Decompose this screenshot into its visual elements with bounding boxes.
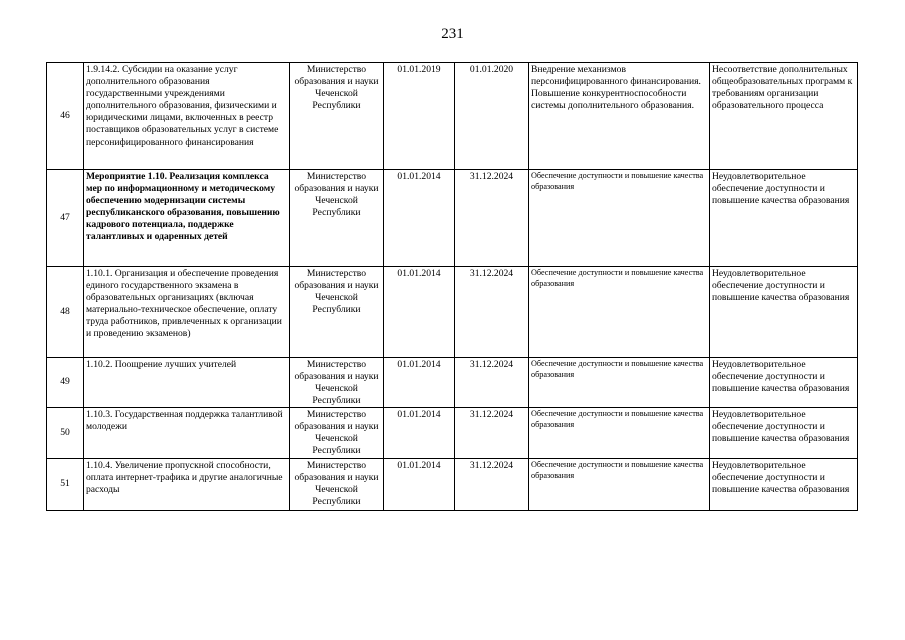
end-date-cell — [455, 358, 529, 408]
table-row — [47, 358, 858, 408]
expected-result-cell-text: Обеспечение доступности и повышение качества образования — [531, 268, 704, 288]
consequence-cell-text: Неудовлетворительное обеспечение доступности и повышение качества образования — [712, 359, 850, 395]
measure-name-cell — [84, 459, 290, 511]
page-number: 231 — [441, 26, 464, 42]
measure-name-cell-text: 1.10.3. Государственная поддержка талантливой молодежи — [86, 409, 283, 433]
row-number-cell — [47, 63, 84, 170]
start-date-cell-text: 01.01.2014 — [397, 460, 441, 471]
executor-cell — [290, 358, 384, 408]
start-date-cell — [384, 408, 455, 459]
executor-cell — [290, 408, 384, 459]
executor-cell — [290, 170, 384, 267]
end-date-cell-text: 31.12.2024 — [469, 171, 514, 182]
start-date-cell — [384, 459, 455, 511]
consequence-cell — [710, 459, 858, 511]
start-date-cell — [384, 358, 455, 408]
expected-result-cell — [529, 459, 710, 511]
expected-result-cell — [529, 358, 710, 408]
measure-name-cell-text: 1.9.14.2. Субсидии на оказание услуг дополнительного образования государственными учреждениями дополнительного образования, физическими и юридическими лицами, включенных в реестр поставщиков образовательных услуг в системе персонифицированного финансирования — [86, 64, 279, 148]
consequence-cell — [710, 408, 858, 459]
consequence-cell — [710, 170, 858, 267]
expected-result-cell-text: Обеспечение доступности и повышение качества образования — [531, 460, 704, 480]
expected-result-cell-text: Обеспечение доступности и повышение качества образования — [531, 409, 704, 429]
measure-name-cell — [84, 358, 290, 408]
executor-cell-text: Министерство образования и науки Чеченской Республики — [294, 171, 379, 219]
expected-result-cell-text: Обеспечение доступности и повышение качества образования — [531, 171, 704, 191]
row-number-cell-text: 47 — [60, 211, 70, 223]
start-date-cell-text: 01.01.2014 — [397, 359, 441, 370]
end-date-cell — [455, 170, 529, 267]
end-date-cell-text: 31.12.2024 — [469, 268, 514, 279]
table-row — [47, 459, 858, 511]
start-date-cell — [384, 63, 455, 170]
start-date-cell-text: 01.01.2014 — [397, 171, 441, 182]
row-number-cell-text: 48 — [60, 305, 70, 317]
table-row — [47, 63, 858, 170]
end-date-cell-text: 31.12.2024 — [469, 409, 514, 420]
executor-cell-text: Министерство образования и науки Чеченской Республики — [294, 64, 379, 112]
start-date-cell-text: 01.01.2019 — [397, 64, 441, 75]
consequence-cell-text: Неудовлетворительное обеспечение доступности и повышение качества образования — [712, 171, 850, 207]
end-date-cell — [455, 63, 529, 170]
table-row — [47, 408, 858, 459]
consequence-cell — [710, 267, 858, 358]
start-date-cell-text: 01.01.2014 — [397, 409, 441, 420]
measures-table — [46, 62, 858, 511]
executor-cell — [290, 267, 384, 358]
row-number-cell — [47, 459, 84, 511]
start-date-cell-text: 01.01.2014 — [397, 268, 441, 279]
end-date-cell — [455, 459, 529, 511]
row-number-cell-text: 46 — [60, 109, 70, 121]
consequence-cell-text: Неудовлетворительное обеспечение доступности и повышение качества образования — [712, 460, 850, 496]
measure-name-cell — [84, 170, 290, 267]
expected-result-cell — [529, 408, 710, 459]
table-row — [47, 267, 858, 358]
row-number-cell-text: 50 — [60, 426, 70, 438]
measure-name-cell — [84, 267, 290, 358]
expected-result-cell — [529, 267, 710, 358]
executor-cell-text: Министерство образования и науки Чеченской Республики — [294, 268, 379, 316]
row-number-cell-text: 51 — [60, 478, 70, 490]
measure-name-cell-text: 1.10.2. Поощрение лучших учителей — [86, 359, 237, 370]
expected-result-cell-text: Внедрение механизмов персонифицированного финансирования. Повышение конкурентноспособности системы дополнительного образования. — [531, 64, 701, 112]
executor-cell-text: Министерство образования и науки Чеченской Республики — [294, 359, 379, 406]
measure-name-cell-text: Мероприятие 1.10. Реализация комплекса мер по информационному и методическому обеспечению модернизации системы республиканского образования, повышению кадрового потенциала, поддержке талантливых и одаренных детей — [86, 171, 280, 243]
consequence-cell — [710, 63, 858, 170]
measure-name-cell-text: 1.10.1. Организация и обеспечение проведения единого государственного экзамена в образовательных организациях (включая материально-техническое обеспечение, оплату труда работников, привлеченных к организации и проведению экзаменов) — [86, 268, 282, 340]
consequence-cell-text: Неудовлетворительное обеспечение доступности и повышение качества образования — [712, 409, 850, 445]
end-date-cell — [455, 408, 529, 459]
end-date-cell — [455, 267, 529, 358]
measure-name-cell-text: 1.10.4. Увеличение пропускной способности, оплата интернет-трафика и другие аналогичные расходы — [86, 460, 283, 496]
row-number-cell-text: 49 — [60, 376, 70, 388]
consequence-cell — [710, 358, 858, 408]
executor-cell — [290, 459, 384, 511]
executor-cell-text: Министерство образования и науки Чеченской Республики — [294, 460, 379, 508]
row-number-cell — [47, 358, 84, 408]
consequence-cell-text: Неудовлетворительное обеспечение доступности и повышение качества образования — [712, 268, 850, 304]
end-date-cell-text: 31.12.2024 — [469, 359, 514, 370]
measure-name-cell — [84, 408, 290, 459]
expected-result-cell — [529, 63, 710, 170]
consequence-cell-text: Несоответствие дополнительных общеобразовательных программ к требованиям организации образовательного процесса — [712, 64, 853, 112]
row-number-cell — [47, 408, 84, 459]
end-date-cell-text: 01.01.2020 — [469, 64, 514, 75]
executor-cell-text: Министерство образования и науки Чеченской Республики — [294, 409, 379, 457]
start-date-cell — [384, 170, 455, 267]
row-number-cell — [47, 170, 84, 267]
executor-cell — [290, 63, 384, 170]
measure-name-cell — [84, 63, 290, 170]
expected-result-cell-text: Обеспечение доступности и повышение качества образования — [531, 359, 704, 379]
expected-result-cell — [529, 170, 710, 267]
table-row — [47, 170, 858, 267]
start-date-cell — [384, 267, 455, 358]
row-number-cell — [47, 267, 84, 358]
end-date-cell-text: 31.12.2024 — [469, 460, 514, 471]
